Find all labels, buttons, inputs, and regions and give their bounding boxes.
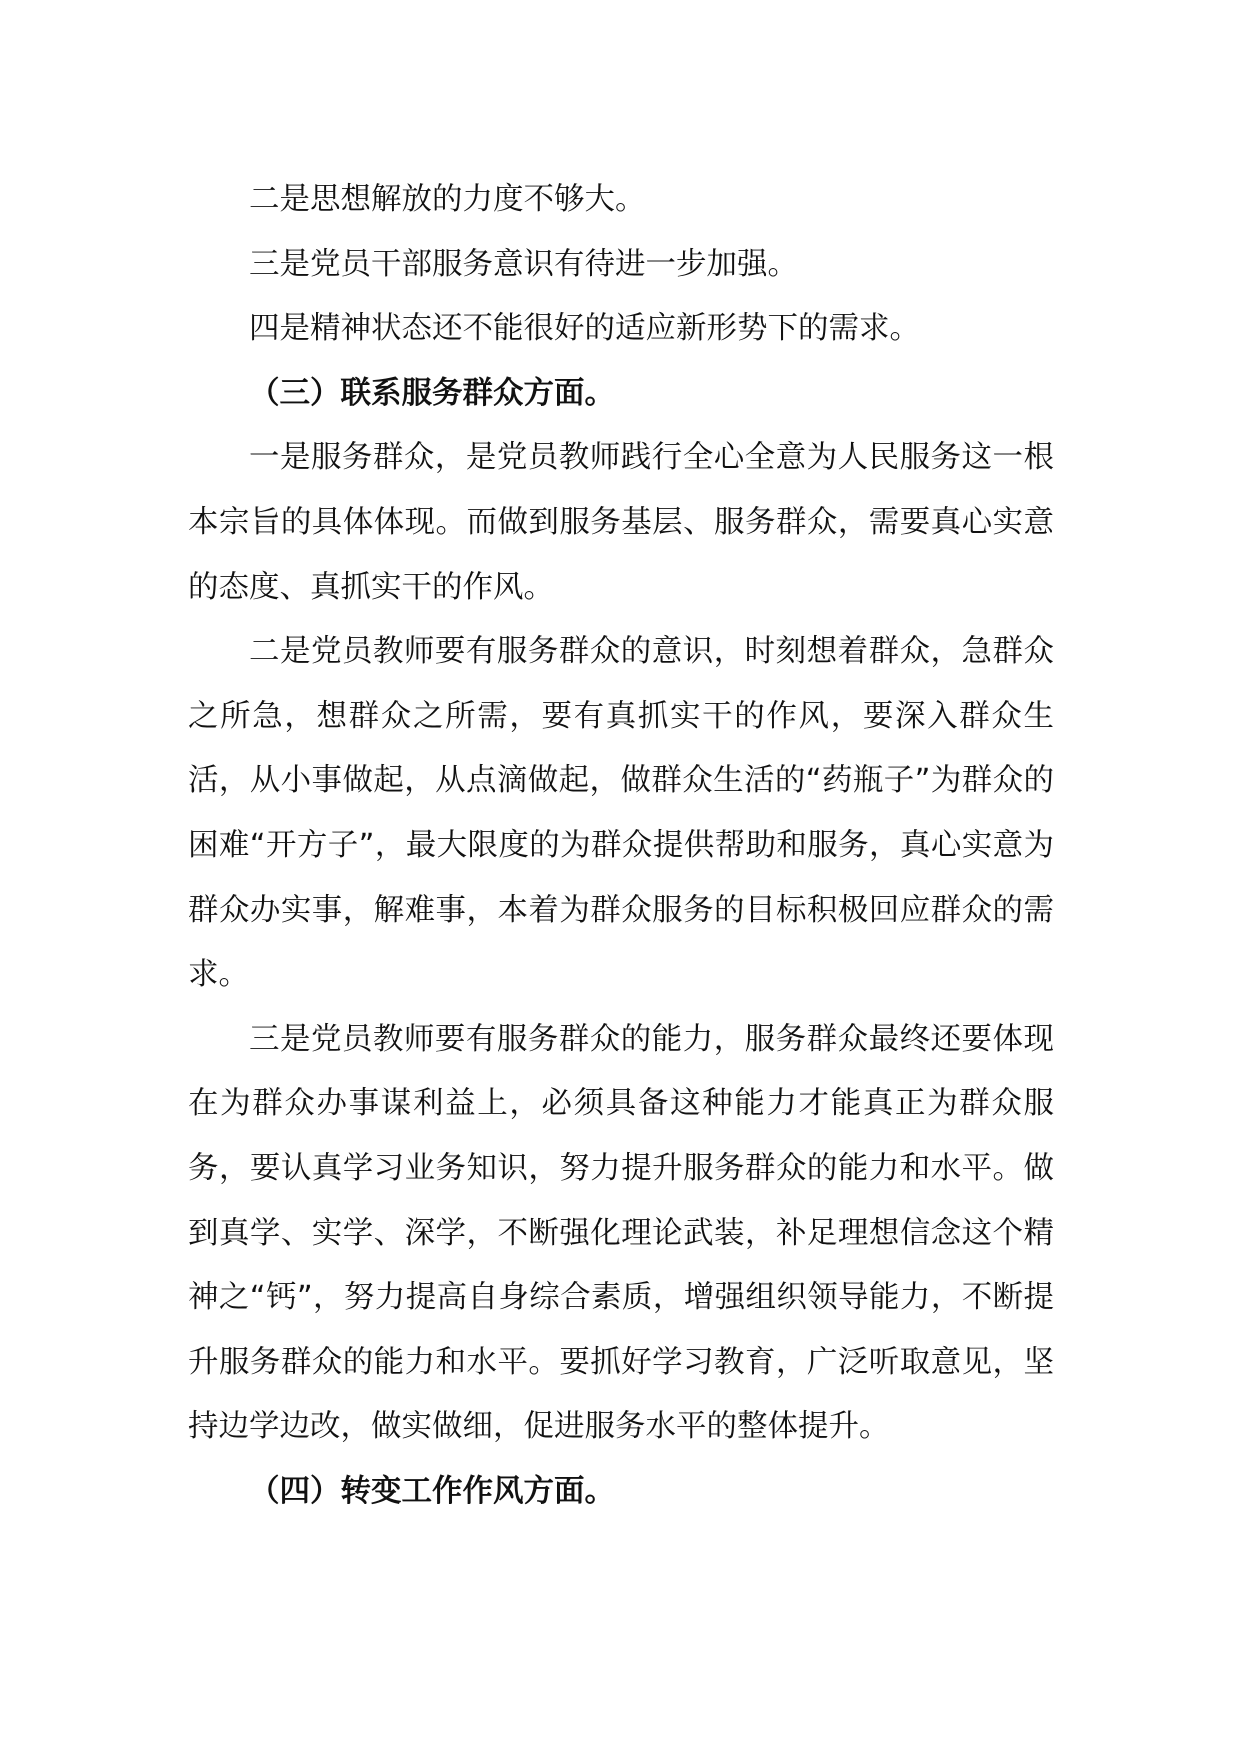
section-heading-work-style: （四）转变工作作风方面。 bbox=[249, 1473, 615, 1509]
section-heading-contact-masses: （三）联系服务群众方面。 bbox=[249, 375, 615, 411]
paragraph-serve-masses-ability: 三是党员教师要有服务群众的能力，服务群众最终还要体现在为群众办事谋利益上，必须具备这种能力才能真正为群众服务，要认真学习业务知识，努力提升服务群众的能力和水平。做到真学、实学、深学，不断强化理论武装，补足理想信念这个精神之“钙”，努力提高自身综合素质，增强组织领导能力，不断提升服务群众的能力和水平。要抓好学习教育，广泛听取意见，坚持边学边改，做实做细，促进服务水平的整体提升。 bbox=[188, 1021, 1054, 1445]
paragraph-serve-masses-purpose: 一是服务群众，是党员教师践行全心全意为人民服务这一根本宗旨的具体体现。而做到服务基层、服务群众，需要真心实意的态度、真抓实干的作风。 bbox=[188, 440, 1054, 605]
paragraph-serve-masses-awareness: 二是党员教师要有服务群众的意识，时刻想着群众，急群众之所急，想群众之所需，要有真抓实干的作风，要深入群众生活，从小事做起，从点滴做起，做群众生活的“药瓶子”为群众的困难“开方子”，最大限度的为群众提供帮助和服务，真心实意为群众办实事，解难事，本着为群众服务的目标积极回应群众的需求。 bbox=[188, 634, 1054, 993]
document-body bbox=[188, 168, 1054, 1524]
paragraph-service-awareness: 三是党员干部服务意识有待进一步加强。 bbox=[249, 246, 798, 282]
paragraph-mental-state: 四是精神状态还不能很好的适应新形势下的需求。 bbox=[249, 311, 920, 347]
paragraph-thought-liberation: 二是思想解放的力度不够大。 bbox=[249, 182, 646, 217]
